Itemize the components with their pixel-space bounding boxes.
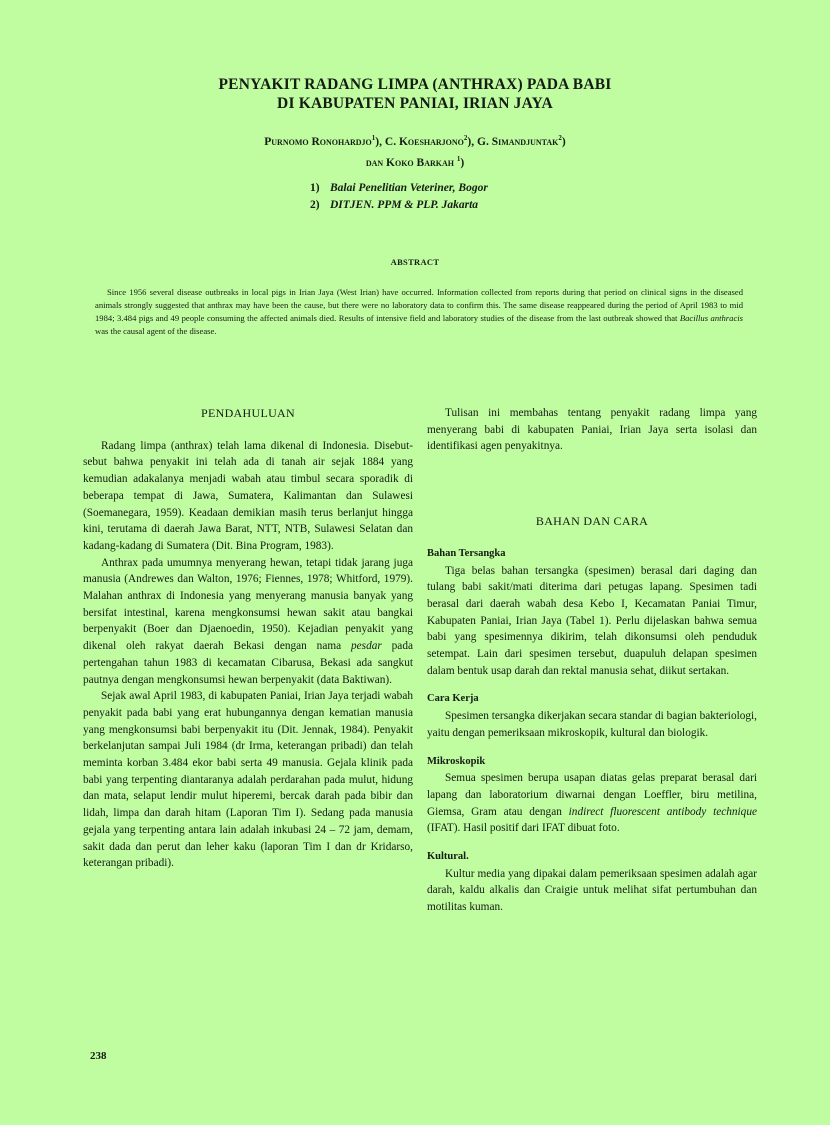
abstract-species-name: Bacillus anthracis (679, 312, 743, 323)
paragraph: Kultur media yang dipakai dalam pemeriksaan spesimen adalah agar darah, kaldu alkalis dan Craigie untuk melihat sifat pertumbuhan dan motilitas kuman. (427, 867, 757, 914)
abstract-text-part: was the causal agent of the disease. (95, 325, 217, 336)
paragraph-text: pada pertengahan tahun 1983 di kecamatan Cibarusa, Bekasi ada sangkut pautnya dengan mengkonsumsi hewan berpenyakit (data Baktiwan). (83, 640, 413, 686)
paper-title (100, 75, 730, 113)
author-name: Koko Barkah (386, 156, 454, 169)
subsection-heading: Cara Kerja (427, 693, 479, 705)
paragraph-text: Semua spesimen berupa usapan diatas gelas preparat berasal dari lapang dan laboratorium diwarnai dengan Loeffler, biru metilina, Giemsa, Gram atau dengan (427, 772, 757, 818)
paragraph-text: (IFAT). Hasil positif dari IFAT dibuat foto. (427, 822, 620, 835)
affiliation-list (310, 180, 610, 214)
author-ref: 2 (463, 134, 468, 142)
paragraph: Sejak awal April 1983, di kabupaten Paniai, Irian Jaya terjadi wabah penyakit pada babi yang erat hubungannya dengan kematian manusia yang mengkonsumsi babi berpenyakit itu (Dit. Jennak, 1984). Penyakit berkelanjutan sampai Juli 1984 (dr Irma, keterangan pribadi) dan telah meminta korban 3.484 ekor babi serta 49 manusia. Gejala klinik pada babi yang terpenting diantaranya adalah perdarahan pada mulut, hidung dan mata, selaput lendir mulut hiperemi, bercak darah pada bibir dan lidah, limpa dan darah hitam (Laporan Tim I). Sedang pada manusia gejala yang terpenting antara lain adalah inkubasi 24 – 72 jam, demam, sakit dada dan perut dan leher kaku (laporan Tim I dan dr Kridarso, keterangan pribadi). (83, 690, 413, 870)
author-name: G. Simandjuntak (477, 135, 559, 148)
subsection-heading: Mikroskopik (427, 755, 486, 767)
affiliation-item (310, 197, 610, 214)
author-ref: 2 (558, 134, 562, 142)
paragraph: Radang limpa (anthrax) telah lama dikenal di Indonesia. Disebut-sebut bahwa penyakit ini telah ada di tanah air sejak 1884 yang kemudian adakalanya menjadi wabah atau timbul secara sporadik di beberapa tempat di Jawa, Sumatera, Kalimantan dan Sulawesi (Soemanegara, 1959). Keadaan demikian masih terus berlanjut hingga kini, terutama di daerah Jawa Barat, NTT, NTB, Sulawesi Selatan dan kadang-kadang di Sumatera (Dit. Bina Program, 1983). (83, 439, 413, 552)
affiliation-number: 2) (310, 199, 320, 211)
paragraph-text: Anthrax pada umumnya menyerang hewan, tetapi tidak jarang juga manusia (Andrewes dan Walton, 1976; Fiennes, 1978; Whitford, 1979). Malahan anthrax di Indonesia yang menyerang manusia banyak yang bersifat intestinal, karena mengkonsumsi hewan sakit atau bangkai berpenyakit (Boer dan Djaenoedin, 1950). Kejadian penyakit yang dikenal oleh rakyat daerah Bekasi dengan nama (83, 556, 413, 653)
author-conjunction: dan (365, 156, 384, 169)
left-column (83, 405, 413, 872)
abstract-text (95, 286, 743, 338)
page-number: 238 (90, 1050, 107, 1062)
affiliation-number: 1) (310, 182, 320, 194)
author-list: Purnomo Ronohardjo$^1$), C. Koesharjono$^2$), G. Simandjuntak$^2$) dan Koko Barkah $^1$) (264, 134, 566, 169)
author-name: Purnomo Ronohardjo (264, 135, 372, 148)
paragraph: Spesimen tersangka dikerjakan secara standar di bagian bakteriologi, yaitu dengan pemeriksaan mikroskopik, kultural dan biologik. (427, 710, 757, 739)
paragraph: Tulisan ini membahas tentang penyakit radang limpa yang menyerang babi di kabupaten Paniai, Irian Jaya serta isolasi dan identifikasi agen penyakitnya. (427, 407, 757, 453)
subsection-heading: Bahan Tersangka (427, 547, 506, 559)
paragraph (427, 770, 757, 837)
title-line-1: PENYAKIT RADANG LIMPA (ANTHRAX) PADA BABI (218, 76, 612, 93)
paragraph-italic-term: indirect fluorescent antibody technique (568, 805, 757, 818)
paragraph-italic-term: pesdar (351, 640, 382, 653)
author-name: C. Koesharjono (384, 135, 464, 148)
paragraph: Tiga belas bahan tersangka (spesimen) berasal dari daging dan tulang babi sakit/mati diterima dari petugas lapang. Spesimen tadi berasal dari daerah wabah desa Kebo I, Kecamatan Paniai Timur, Kabupaten Paniai, Irian Jaya (Tabel 1). Perlu dijelaskan bahwa semua babi yang spesimennya dikirim, telah dikonsumsi oleh penduduk setempat. Lain dari spesimen tersebut, duapuluh delapan spesimen dalam bentuk usap darah dan rektal manusia sehat, diikut sertakan. (427, 564, 757, 677)
right-column (427, 405, 757, 916)
author-ref: 1 (371, 134, 376, 142)
author-ref: 1 (456, 154, 461, 163)
affiliation-item (310, 180, 610, 197)
paragraph (83, 555, 413, 689)
title-line-2: DI KABUPATEN PANIAI, IRIAN JAYA (277, 95, 553, 112)
section-heading-pendahuluan: PENDAHULUAN (201, 406, 295, 420)
abstract-text-part: Since 1956 several disease outbreaks in local pigs in Irian Jaya (West Irian) have occurred. Information collected from reports during that period on clinical signs in the diseased animals strongly suggested that anthrax may have been the cause, but there were no laboratory data to confirm this. The same disease reappeared during the period of April 1983 to mid 1984; 3.484 pigs and 49 people consuming the affected animals died. Results of intensive field and laboratory studies of the disease from the last outbreak showed that (95, 286, 743, 323)
section-heading-bahan-dan-cara: BAHAN DAN CARA (535, 514, 649, 529)
subsection-heading: Kultural. (427, 851, 469, 863)
affiliation-name: Balai Penelitian Veteriner, Bogor (330, 182, 488, 194)
affiliation-name: DITJEN. PPM & PLP. Jakarta (330, 199, 479, 211)
abstract-heading: ABSTRACT (390, 257, 440, 267)
